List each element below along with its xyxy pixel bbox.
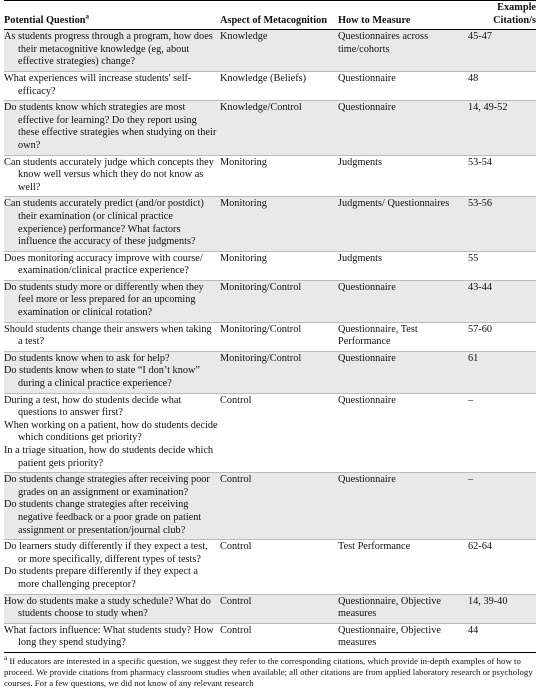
cell-question [4, 351, 220, 393]
header-aspect: Aspect of Metacognition [220, 1, 338, 30]
cell-citations: 55 [468, 251, 536, 280]
table-row [4, 197, 536, 251]
cell-measure: Questionnaire, Objective measures [338, 594, 468, 623]
cell-citations: 53-56 [468, 197, 536, 251]
table-row [4, 251, 536, 280]
metacognition-table [4, 0, 536, 653]
cell-citations: 44 [468, 623, 536, 652]
cell-citations: 43-44 [468, 280, 536, 322]
cell-aspect: Knowledge [220, 30, 338, 72]
cell-question [4, 101, 220, 155]
question-text: Do students know when to ask for help? [4, 352, 170, 364]
question-text: Do students study more or differently when they feel more or less prepared for an upcoming examination or clinical rotation? [4, 281, 204, 319]
table-row [4, 101, 536, 155]
cell-aspect: Knowledge/Control [220, 101, 338, 155]
cell-measure: Judgments [338, 155, 468, 197]
cell-citations: – [468, 473, 536, 540]
question-text: Do learners study differently if they expect a test, or more specifically, different types of tests? [4, 541, 208, 565]
table-row [4, 71, 536, 100]
cell-aspect: Control [220, 540, 338, 594]
cell-question [4, 71, 220, 100]
question-text: Do students change strategies after receiving poor grades on an assignment or examination? [4, 474, 210, 498]
cell-question [4, 322, 220, 351]
cell-question [4, 594, 220, 623]
cell-measure: Questionnaire [338, 351, 468, 393]
table-row [4, 623, 536, 652]
question-text: Do students change strategies after receiving negative feedback or a poor grade on patient assignment or presentation/journal club? [4, 499, 202, 536]
cell-citations: – [468, 393, 536, 473]
cell-citations: 48 [468, 71, 536, 100]
cell-aspect: Monitoring/Control [220, 322, 338, 351]
cell-question [4, 393, 220, 473]
header-citations: Example Citation/s [468, 1, 536, 30]
cell-question [4, 473, 220, 540]
header-measure: How to Measure [338, 1, 468, 30]
table-footnote: $^a$ If educators are interested in a specific question, we suggest they refer to the corresponding citations, which provide in-depth examples of how to proceed. We provide citations from pharmacy classroom studies when available; all other citations are from applied laboratory research or psychology courses. For a few questions, we did not know of any relevant research [4, 653, 533, 689]
cell-measure: Judgments/ Questionnaires [338, 197, 468, 251]
table-row [4, 351, 536, 393]
cell-citations: 14, 49-52 [468, 101, 536, 155]
question-text: Do students know which strategies are most effective for learning? Do they report using these effective strategies when studying on their own? [4, 102, 217, 151]
cell-measure: Questionnaire [338, 101, 468, 155]
cell-question [4, 280, 220, 322]
question-text: In a triage situation, how do students decide which patient gets priority? [4, 445, 214, 469]
table-row [4, 155, 536, 197]
cell-aspect: Control [220, 393, 338, 473]
cell-aspect: Control [220, 594, 338, 623]
cell-measure: Judgments [338, 251, 468, 280]
table-row [4, 594, 536, 623]
question-text: Do students prepare differently if they expect a more challenging preceptor? [4, 566, 198, 590]
cell-question [4, 251, 220, 280]
cell-citations: 45-47 [468, 30, 536, 72]
table-row [4, 540, 536, 594]
cell-measure: Questionnaire [338, 71, 468, 100]
cell-citations: 61 [468, 351, 536, 393]
question-text: What experiences will increase students' self-efficacy? [4, 72, 192, 97]
table-row [4, 30, 536, 72]
cell-measure: Test Performance [338, 540, 468, 594]
cell-citations: 53-54 [468, 155, 536, 197]
header-potential-question: Potential Question$^a$ [4, 1, 220, 30]
cell-measure: Questionnaire, Objective measures [338, 623, 468, 652]
cell-measure: Questionnaire [338, 280, 468, 322]
question-text: Should students change their answers when taking a test? [4, 323, 212, 348]
cell-aspect: Monitoring [220, 197, 338, 251]
question-text: Does monitoring accuracy improve with course/ examination/clinical practice experience? [4, 252, 203, 277]
cell-citations: 57-60 [468, 322, 536, 351]
cell-measure: Questionnaire, Test Performance [338, 322, 468, 351]
table-row [4, 322, 536, 351]
cell-aspect: Control [220, 623, 338, 652]
cell-question [4, 540, 220, 594]
cell-question [4, 30, 220, 72]
question-text: What factors influence: What students study? How long they spend studying? [4, 624, 214, 649]
table-row [4, 473, 536, 540]
question-text: How do students make a study schedule? What do students choose to study when? [4, 595, 211, 620]
question-text: When working on a patient, how do students decide which conditions get priority? [4, 419, 218, 444]
cell-aspect: Monitoring/Control [220, 280, 338, 322]
cell-citations: 14, 39-40 [468, 594, 536, 623]
table-container [4, 0, 536, 690]
question-text: Can students accurately predict (and/or postdict) their examination (or clinical practice experience) performance? What factors influence the accuracy of these judgments? [4, 198, 204, 248]
question-text: Do students know when to state “I don’t know” during a clinical practice experience? [4, 365, 200, 390]
cell-measure: Questionnaire [338, 473, 468, 540]
cell-aspect: Knowledge (Beliefs) [220, 71, 338, 100]
cell-question [4, 623, 220, 652]
cell-question [4, 155, 220, 197]
cell-citations: 62-64 [468, 540, 536, 594]
question-text: As students progress through a program, how does their metacognitive knowledge (eg, about effective strategies) change? [4, 31, 213, 68]
cell-measure: Questionnaire [338, 393, 468, 473]
table-header-row [4, 1, 536, 30]
cell-aspect: Control [220, 473, 338, 540]
cell-aspect: Monitoring [220, 155, 338, 197]
cell-aspect: Monitoring [220, 251, 338, 280]
cell-measure: Questionnaires across time/cohorts [338, 30, 468, 72]
question-text: Can students accurately judge which concepts they know well versus which they do not know as well? [4, 156, 214, 193]
table-row [4, 280, 536, 322]
cell-question [4, 197, 220, 251]
cell-aspect: Monitoring/Control [220, 351, 338, 393]
table-row [4, 393, 536, 473]
question-text: During a test, how do students decide what questions to answer first? [4, 394, 182, 419]
table-body [4, 30, 536, 653]
